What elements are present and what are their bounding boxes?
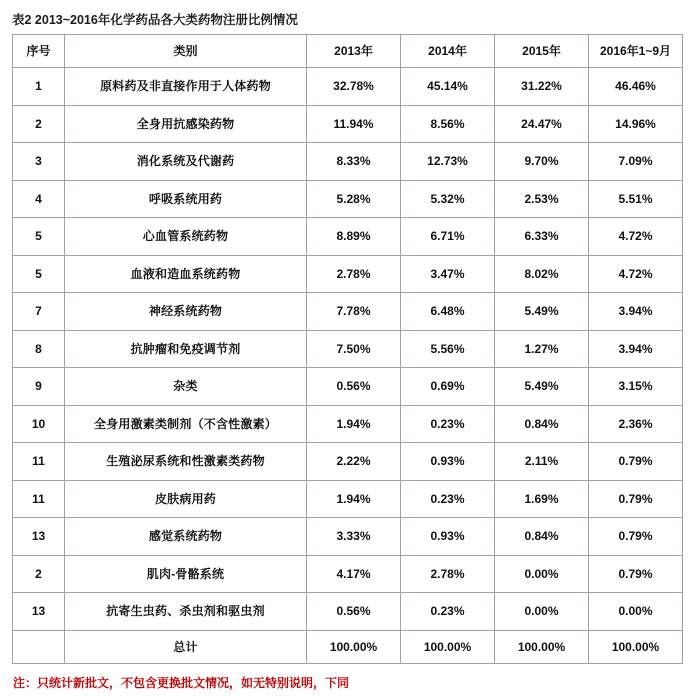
cell-2016: 4.72% [589, 255, 683, 293]
table-row [13, 218, 683, 256]
cell-2014: 3.47% [401, 255, 495, 293]
cell-2016: 0.79% [589, 480, 683, 518]
table-row [13, 143, 683, 181]
cell-2013: 1.94% [307, 405, 401, 443]
table-row [13, 180, 683, 218]
cell-2015: 2.11% [495, 443, 589, 481]
cell-2015: 0.84% [495, 518, 589, 556]
cell-2013: 3.33% [307, 518, 401, 556]
cell-index: 10 [13, 405, 65, 443]
cell-2014: 0.69% [401, 368, 495, 406]
cell-2013: 8.89% [307, 218, 401, 256]
cell-category: 心血管系统药物 [65, 218, 307, 256]
cell-2016: 2.36% [589, 405, 683, 443]
cell-category: 肌肉-骨骼系统 [65, 555, 307, 593]
table-caption: 表2 2013~2016年化学药品各大类药物注册比例情况 [12, 13, 298, 27]
cell-2014: 8.56% [401, 105, 495, 143]
cell-category: 神经系统药物 [65, 293, 307, 331]
table-row [13, 330, 683, 368]
cell-2016: 0.00% [589, 593, 683, 631]
cell-2016: 4.72% [589, 218, 683, 256]
cell-2016: 0.79% [589, 555, 683, 593]
total-2015: 100.00% [495, 630, 589, 663]
cell-index: 4 [13, 180, 65, 218]
cell-2014: 12.73% [401, 143, 495, 181]
table-footnote: 注：只统计新批文，不包含更换批文情况，如无特别说明，下同 [13, 675, 350, 690]
cell-2013: 0.56% [307, 368, 401, 406]
cell-2015: 0.84% [495, 405, 589, 443]
cell-2014: 0.93% [401, 443, 495, 481]
cell-2013: 7.78% [307, 293, 401, 331]
cell-index: 13 [13, 593, 65, 631]
cell-category: 呼吸系统用药 [65, 180, 307, 218]
table-row [13, 68, 683, 106]
cell-index: 5 [13, 255, 65, 293]
cell-category: 皮肤病用药 [65, 480, 307, 518]
cell-2015: 24.47% [495, 105, 589, 143]
cell-2013: 4.17% [307, 555, 401, 593]
cell-2015: 6.33% [495, 218, 589, 256]
cell-category: 全身用抗感染药物 [65, 105, 307, 143]
cell-2015: 1.69% [495, 480, 589, 518]
cell-2015: 0.00% [495, 555, 589, 593]
table-row [13, 555, 683, 593]
cell-2016: 0.79% [589, 518, 683, 556]
cell-2013: 2.22% [307, 443, 401, 481]
cell-2014: 0.93% [401, 518, 495, 556]
cell-index: 2 [13, 105, 65, 143]
registration-ratio-table [12, 34, 683, 664]
cell-category: 抗肿瘤和免疫调节剂 [65, 330, 307, 368]
cell-category: 抗寄生虫药、杀虫剂和驱虫剂 [65, 593, 307, 631]
cell-2015: 8.02% [495, 255, 589, 293]
total-2014: 100.00% [401, 630, 495, 663]
cell-index: 2 [13, 555, 65, 593]
cell-index: 9 [13, 368, 65, 406]
cell-2016: 0.79% [589, 443, 683, 481]
cell-2016: 14.96% [589, 105, 683, 143]
table-row [13, 518, 683, 556]
cell-category: 血液和造血系统药物 [65, 255, 307, 293]
cell-index: 13 [13, 518, 65, 556]
cell-2013: 11.94% [307, 105, 401, 143]
cell-2015: 2.53% [495, 180, 589, 218]
cell-index: 7 [13, 293, 65, 331]
total-2013: 100.00% [307, 630, 401, 663]
table-body [13, 68, 683, 664]
cell-2013: 8.33% [307, 143, 401, 181]
column-header-category: 类别 [65, 35, 307, 68]
cell-2013: 0.56% [307, 593, 401, 631]
cell-2015: 0.00% [495, 593, 589, 631]
cell-2016: 5.51% [589, 180, 683, 218]
cell-2016: 3.15% [589, 368, 683, 406]
table-header [13, 35, 683, 68]
cell-2013: 32.78% [307, 68, 401, 106]
cell-2016: 3.94% [589, 293, 683, 331]
cell-2014: 0.23% [401, 480, 495, 518]
cell-2016: 3.94% [589, 330, 683, 368]
cell-2014: 5.32% [401, 180, 495, 218]
table-row [13, 255, 683, 293]
cell-2014: 5.56% [401, 330, 495, 368]
table-header-row [13, 35, 683, 68]
cell-2016: 46.46% [589, 68, 683, 106]
cell-index: 1 [13, 68, 65, 106]
cell-2013: 2.78% [307, 255, 401, 293]
cell-category: 消化系统及代谢药 [65, 143, 307, 181]
table-row [13, 368, 683, 406]
cell-index: 8 [13, 330, 65, 368]
column-header-index: 序号 [13, 35, 65, 68]
table-row [13, 293, 683, 331]
cell-2014: 45.14% [401, 68, 495, 106]
table-row [13, 443, 683, 481]
cell-2014: 6.48% [401, 293, 495, 331]
column-header-2014: 2014年 [401, 35, 495, 68]
cell-2015: 9.70% [495, 143, 589, 181]
cell-2014: 0.23% [401, 405, 495, 443]
table-row [13, 480, 683, 518]
cell-2015: 5.49% [495, 368, 589, 406]
cell-index: 3 [13, 143, 65, 181]
cell-category: 原料药及非直接作用于人体药物 [65, 68, 307, 106]
cell-index: 11 [13, 443, 65, 481]
cell-2015: 31.22% [495, 68, 589, 106]
cell-category: 全身用激素类制剂（不含性激素） [65, 405, 307, 443]
table-row [13, 593, 683, 631]
cell-category: 杂类 [65, 368, 307, 406]
total-2016: 100.00% [589, 630, 683, 663]
cell-2013: 1.94% [307, 480, 401, 518]
column-header-2015: 2015年 [495, 35, 589, 68]
column-header-2016: 2016年1~9月 [589, 35, 683, 68]
table-row [13, 105, 683, 143]
cell-2016: 7.09% [589, 143, 683, 181]
cell-2013: 5.28% [307, 180, 401, 218]
cell-category: 感觉系统药物 [65, 518, 307, 556]
table-row [13, 405, 683, 443]
column-header-2013: 2013年 [307, 35, 401, 68]
cell-category: 生殖泌尿系统和性激素类药物 [65, 443, 307, 481]
cell-2014: 6.71% [401, 218, 495, 256]
total-label: 总计 [65, 630, 307, 663]
table-total-row [13, 630, 683, 663]
cell-index: 5 [13, 218, 65, 256]
cell-2014: 0.23% [401, 593, 495, 631]
cell-index: 11 [13, 480, 65, 518]
total-cell-index [13, 630, 65, 663]
cell-2015: 1.27% [495, 330, 589, 368]
cell-2015: 5.49% [495, 293, 589, 331]
cell-2014: 2.78% [401, 555, 495, 593]
cell-2013: 7.50% [307, 330, 401, 368]
